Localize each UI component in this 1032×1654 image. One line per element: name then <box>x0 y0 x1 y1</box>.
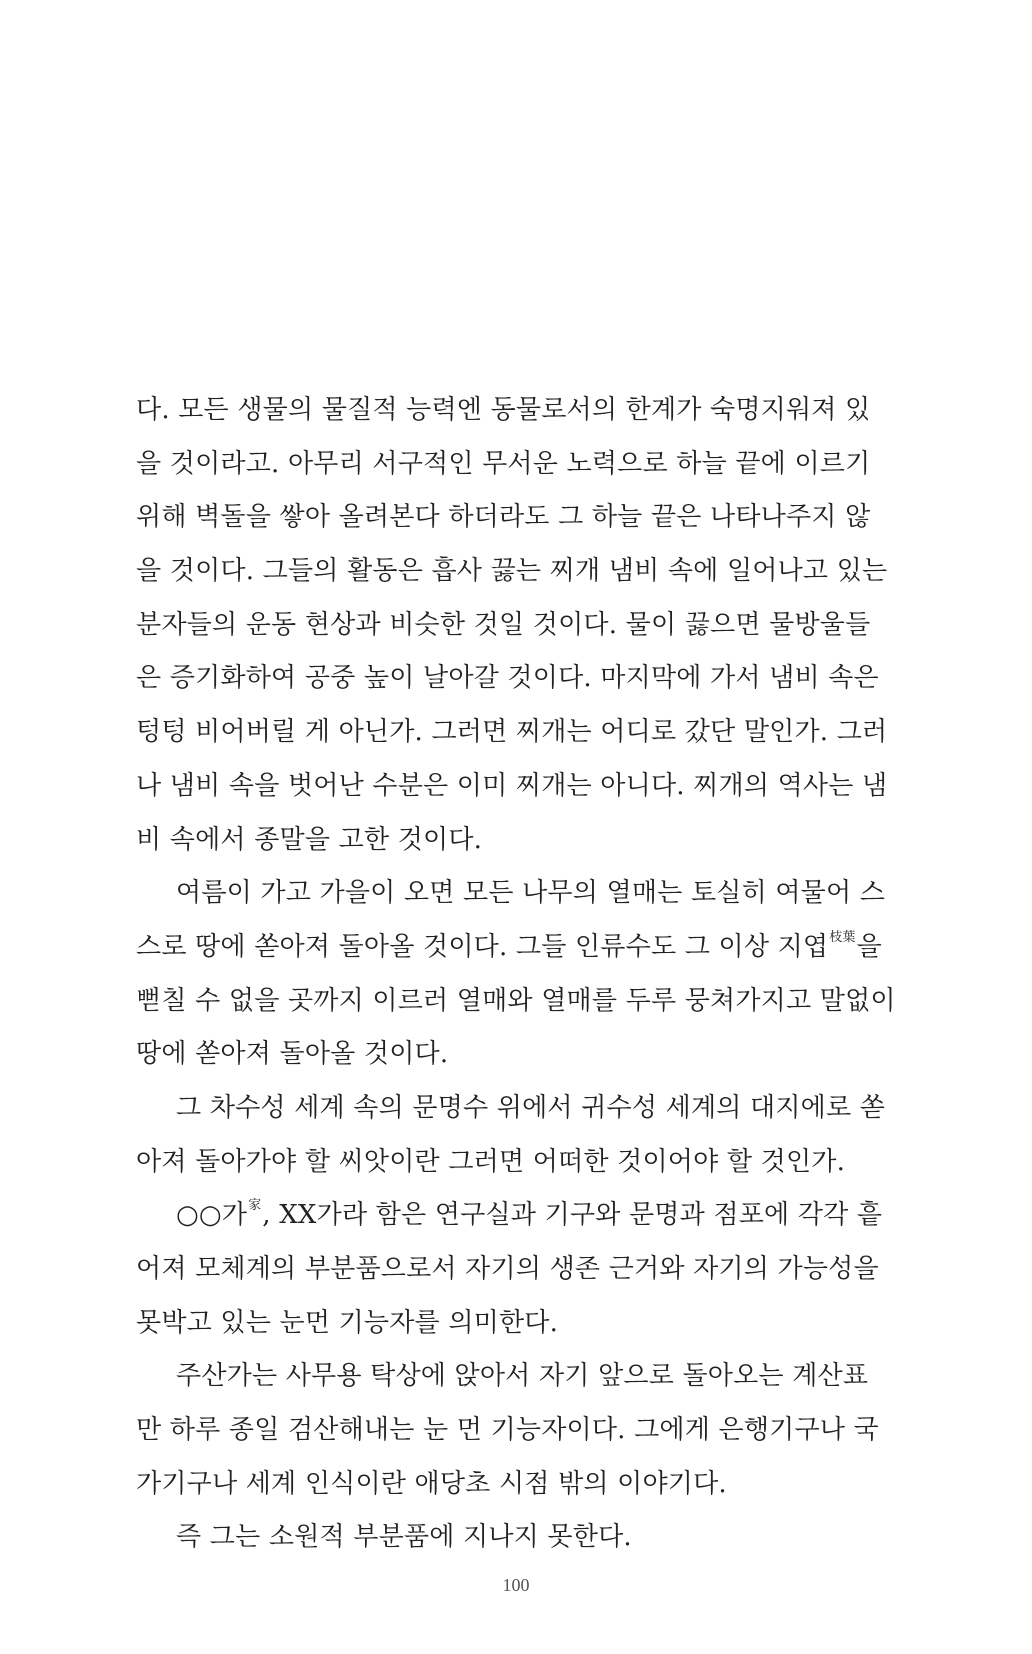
text-line: 만 하루 종일 검산해내는 눈 먼 기능자이다. 그에게 은행기구나 국 <box>136 1415 879 1446</box>
text-segment: , XX가라 함은 연구실과 기구와 문명과 점포에 각각 흩 <box>262 1200 883 1231</box>
text-line: 을 것이다. 그들의 활동은 흡사 끓는 찌개 냄비 속에 일어나고 있는 <box>136 556 888 587</box>
paragraph-start-line: 그 차수성 세계 속의 문명수 위에서 귀수성 세계의 대지에로 쏟 <box>176 1092 886 1123</box>
text-line: 아져 돌아가야 할 씨앗이란 그러면 어떠한 것이어야 할 것인가. <box>136 1146 846 1177</box>
text-line: 어져 모체계의 부분품으로서 자기의 생존 근거와 자기의 가능성을 <box>136 1254 879 1284</box>
text-segment: ○○가 <box>176 1200 248 1231</box>
hanja-annotation: 枝葉 <box>829 929 856 945</box>
text-line: 못박고 있는 눈먼 기능자를 의미한다. <box>136 1307 559 1338</box>
text-line: 위해 벽돌을 쌓아 올려본다 하더라도 그 하늘 끝은 나타나주지 않 <box>136 502 871 533</box>
paragraph-start-line: 주산가는 사무용 탁상에 앉아서 자기 앞으로 돌아오는 계산표 <box>176 1361 869 1392</box>
text-segment: 을 <box>856 931 882 962</box>
text-line: 다. 모든 생물의 물질적 능력엔 동물로서의 한계가 숙명지워져 있 <box>136 395 871 425</box>
text-line: 텅텅 비어버릴 게 아닌가. 그러면 찌개는 어디로 갔단 말인가. 그러 <box>136 717 888 748</box>
text-segment: 스로 땅에 쏟아져 돌아올 것이다. 그들 인류수도 그 이상 지엽 <box>136 931 829 962</box>
text-line <box>136 921 916 975</box>
paragraph-start-line: 즉 그는 소원적 부분품에 지나지 못한다. <box>176 1522 632 1553</box>
paragraph-start-line <box>136 1189 916 1243</box>
text-line: 분자들의 운동 현상과 비슷한 것일 것이다. 물이 끓으면 물방울들 <box>136 609 871 640</box>
text-line: 나 냄비 속을 벗어난 수분은 이미 찌개는 아니다. 찌개의 역사는 냄 <box>136 770 888 801</box>
text-line: 가기구나 세계 인식이란 애당초 시점 밖의 이야기다. <box>136 1468 727 1499</box>
hanja-annotation: 家 <box>248 1198 262 1214</box>
text-line: 을 것이라고. 아무리 서구적인 무서운 노력으로 하늘 끝에 이르기 <box>136 448 871 479</box>
text-line: 땅에 쏟아져 돌아올 것이다. <box>136 1039 449 1070</box>
page-number: 100 <box>502 1575 530 1595</box>
text-line: 은 증기화하여 공중 높이 날아갈 것이다. 마지막에 가서 냄비 속은 <box>136 663 879 694</box>
text-line: 뻗칠 수 없을 곳까지 이르러 열매와 열매를 두루 뭉쳐가지고 말없이 <box>136 985 896 1016</box>
text-line: 비 속에서 종말을 고한 것이다. <box>136 824 483 855</box>
body-text <box>136 384 916 1565</box>
paragraph-start-line: 여름이 가고 가을이 오면 모든 나무의 열매는 토실히 여물어 스 <box>176 878 886 909</box>
